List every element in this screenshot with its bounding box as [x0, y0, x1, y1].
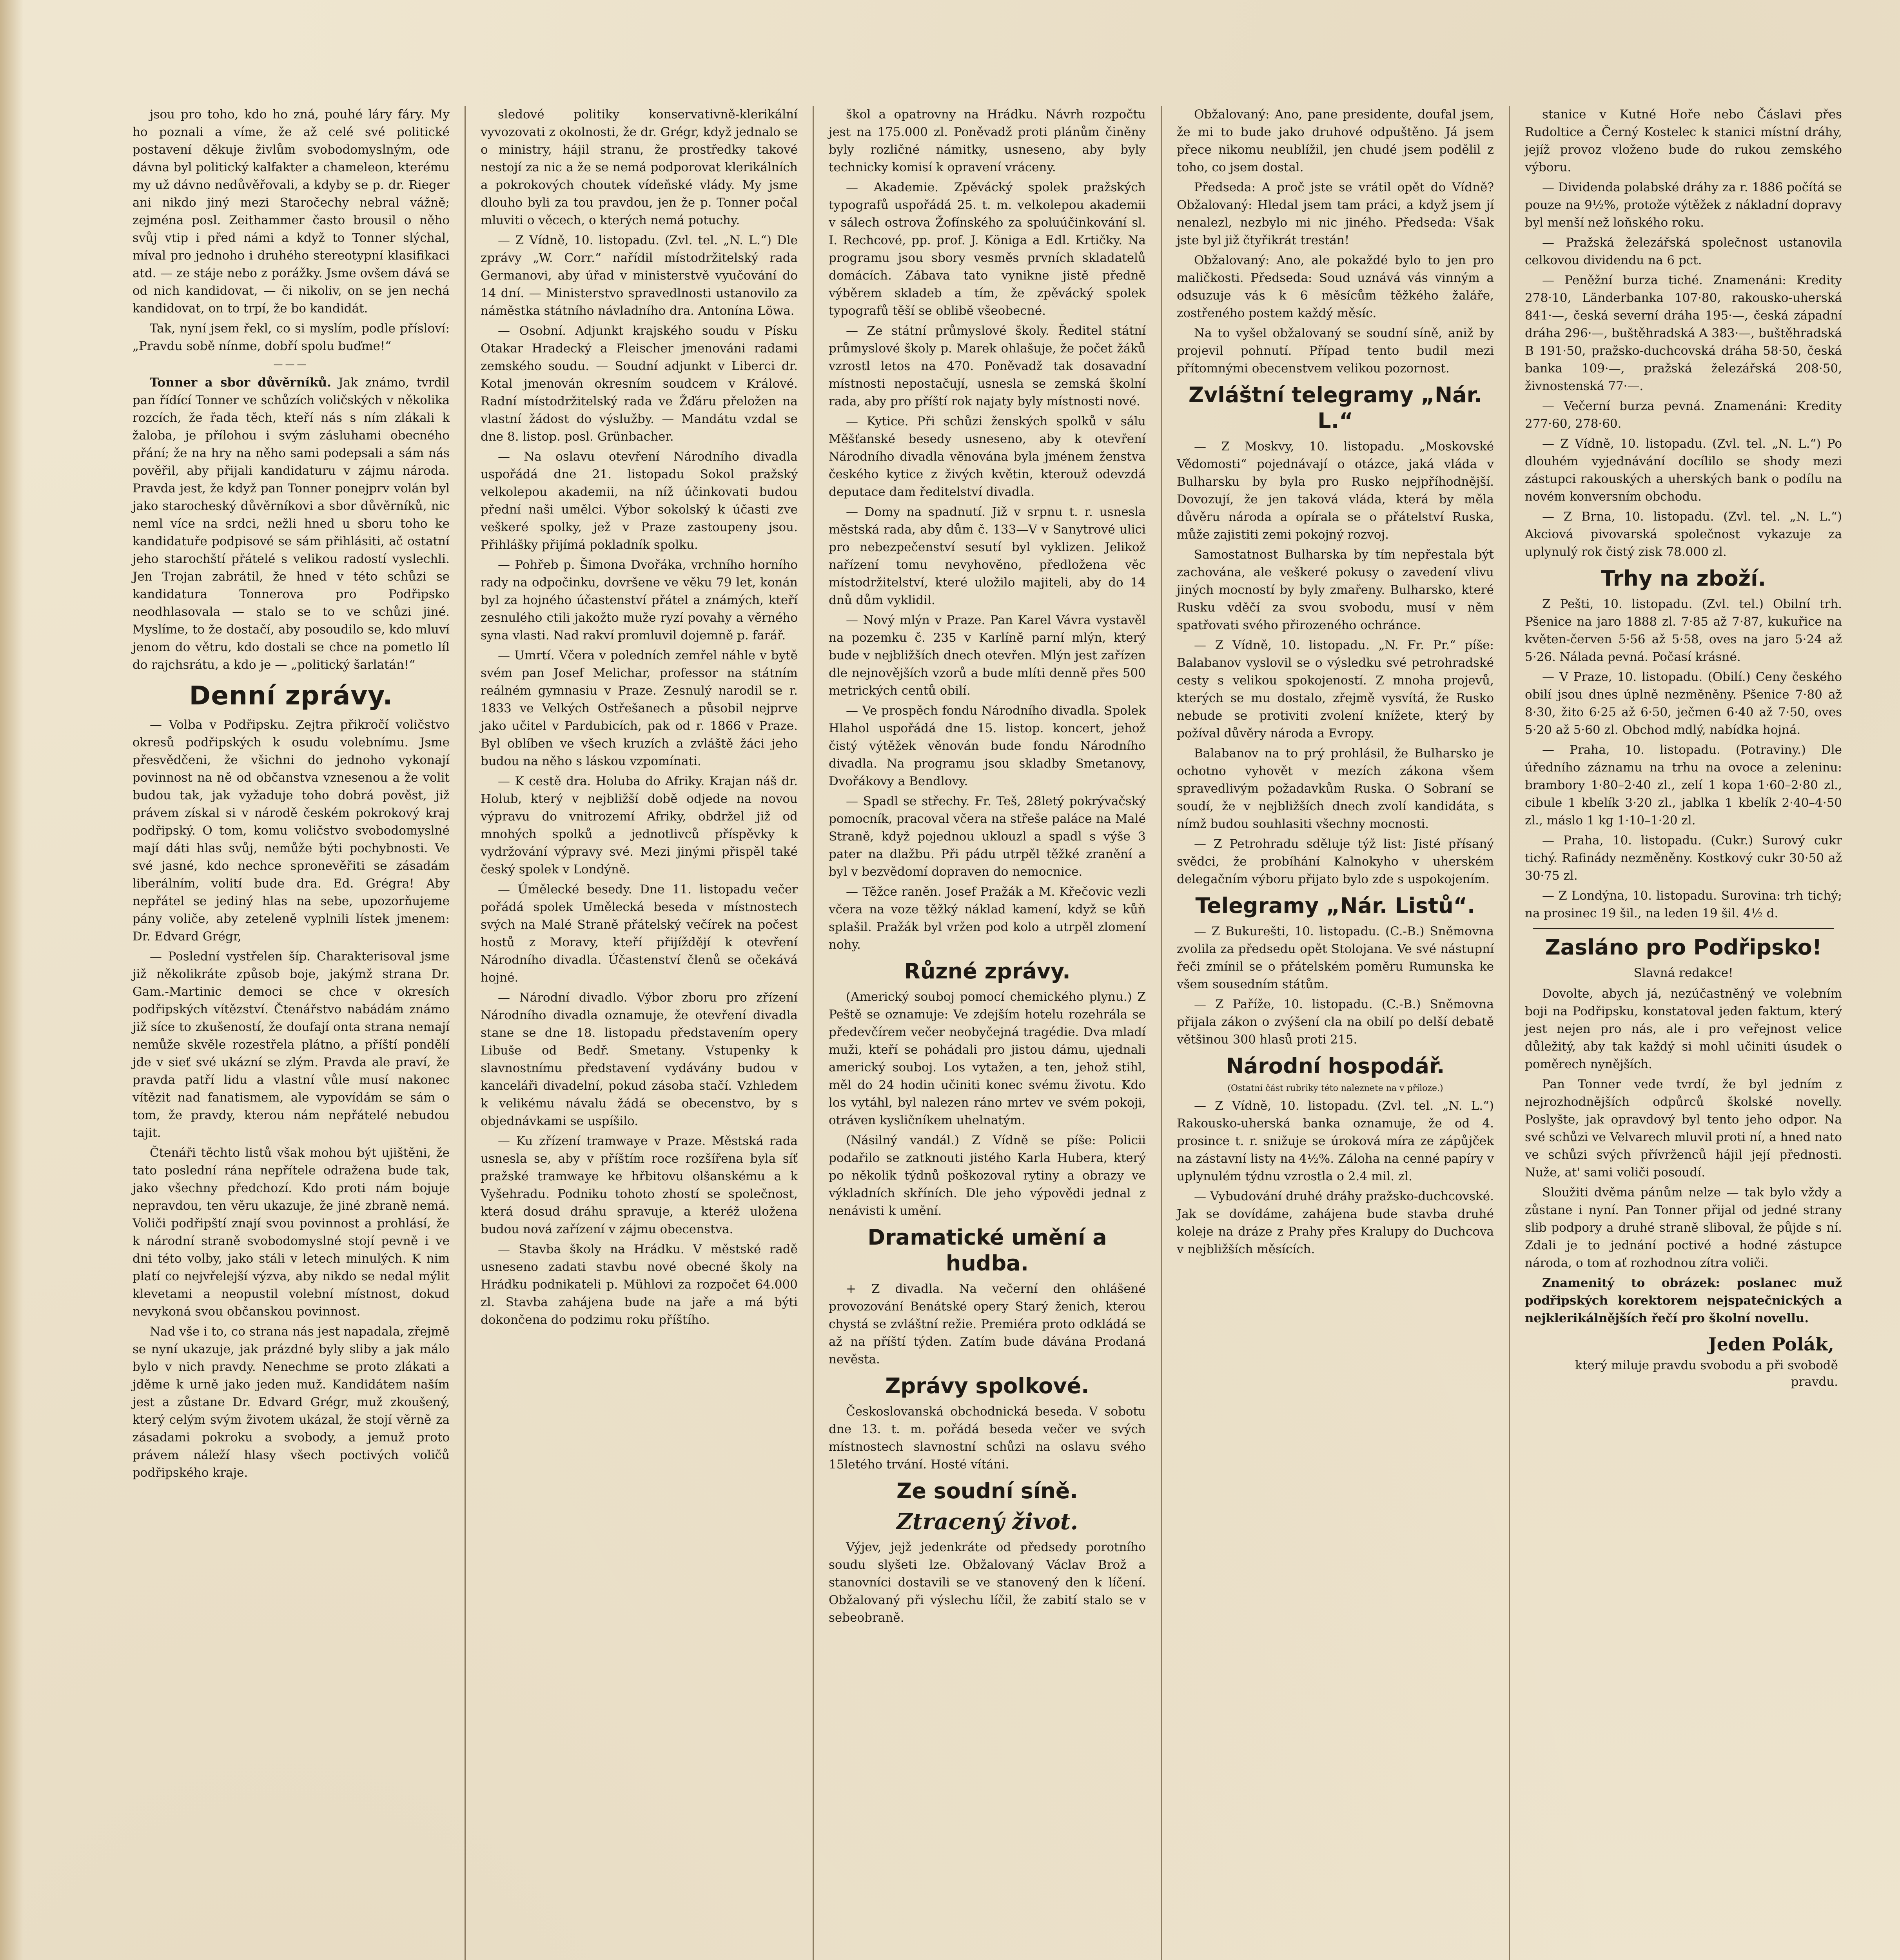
paragraph: — Osobní. Adjunkt krajského soudu v Písku Otakar Hradecký a Fleischer jmenováni radami zemského soudu. — Soudní adjunkt v Liberci dr. Kotal jmenován okresním soudcem v Králové. Radní místodržitelský rada ve Žďáru přeložen na vlastní žádost do výslužby. — Mandátu vzdal se dne 8. listop. posl. Grünbacher.: [481, 324, 798, 444]
paragraph: Dovolte, abych já, nezúčastněný ve volebním boji na Podřipsku, konstatoval jeden faktum, který jest nejen pro nás, ale i pro veřejnost velice důležitý, aby tak každý si mohl učiniti úsudek o poměrech nynějších.: [1525, 987, 1842, 1071]
paragraph: — Ze státní průmyslové školy. Ředitel státní průmyslové školy p. Marek ohlašuje, že počet žáků vzrostl letos na 470. Poněvadž tak dosavadní místnosti nepostačují, usnesla se zemská školní rada, aby pro příští rok najaty byly místnosti nové.: [829, 324, 1146, 408]
section-heading-telegramy-nar-listu: Telegramy „Nár. Listů“.: [1195, 893, 1475, 918]
paragraph: Znamenitý to obrázek: poslanec muž podřipských korektorem nejspatečnických a nejklerikálnějších řečí pro školní novellu.: [1525, 1276, 1842, 1325]
column-5: [1510, 106, 1857, 1960]
column-4: [1162, 106, 1510, 1960]
paragraph: Z Pešti, 10. listopadu. (Zvl. tel.) Obilní trh. Pšenice na jaro 1888 zl. 7·85 až 7·87, kukuřice na květen-červen 5·56 až 5·58, oves na jaro 5·24 až 5·26. Nálada pevná. Počasí krásné.: [1525, 597, 1842, 664]
column-1: [118, 106, 466, 1960]
page-edge-shadow: [0, 0, 24, 1960]
paragraph: — Ve prospěch fondu Národního divadla. Spolek Hlahol uspořádá dne 15. listop. koncert, jehož čistý výtěžek věnován bude fondu Národního divadla. Na programu jsou skladby Smetanovy, Dvořákovy a Bendlovy.: [829, 704, 1146, 788]
separator: ———: [273, 359, 309, 370]
paragraph: — Pražská železářská společnost ustanovila celkovou dividendu na 6 pct.: [1525, 236, 1842, 267]
paragraph: — V Praze, 10. listopadu. (Obilí.) Ceny českého obilí jsou dnes úplně nezměněny. Pšenice 7·80 až 8·30, žito 6·25 až 6·50, ječmen 6·40 až 7·50, oves 5·20 až 5·60 zl. Obchod mdlý, nabídka hojná.: [1525, 670, 1842, 737]
paragraph: (Americký souboj pomocí chemického plynu.) Z Peště se oznamuje: Ve zdejším hotelu rozehrála se předevčírem večer neobyčejná tragédie. Dva mladí muži, kteří se pohádali pro jistou dámu, ujednali americký souboj. Los vytažen, a ten, jehož stihl, měl do 24 hodin učiniti konec svému životu. Kdo los vytáhl, byl nalezen ráno mrtev ve svém pokoji, otráven kysličníkem uhelnatým.: [829, 990, 1146, 1127]
paragraph: Obžalovaný: Ano, ale pokaždé bylo to jen pro maličkosti. Předseda: Soud uznává vás vinným a odsuzuje vás k 6 měsícům těžkého žaláře, zostřeného postem každý měsíc.: [1177, 253, 1494, 320]
paragraph: Na to vyšel obžalovaný se soudní síně, aniž by projevil pohnutí. Případ tento budil mezi přítomnými obecenstvem velikou pozornost.: [1177, 326, 1494, 376]
paragraph: — Praha, 10. listopadu. (Cukr.) Surový cukr tichý. Rafinády nezměněny. Kostkový cukr 30·50 až 30·75 zl.: [1525, 833, 1842, 883]
paragraph: Nad vše i to, co strana nás jest napadala, zřejmě se nyní ukazuje, jak prázdné byly sliby a jak málo bylo v nich pravdy. Nenechme se proto zlákati a jděme k urně jako jeden muž. Kandidátem naším jest a zůstane Dr. Edvard Grégr, muž zkoušený, který celým svým životem ukázal, že stojí věrně za zásadami pokroku a svobody, a jemuž proto právem náleží hlasy všech poctivých voličů podřipského kraje.: [132, 1325, 450, 1480]
paragraph: — Z Paříže, 10. listopadu. (C.-B.) Sněmovna přijala zákon o zvýšení cla na obilí po delší debatě většinou 300 hlasů proti 215.: [1177, 997, 1494, 1047]
paragraph: — Spadl se střechy. Fr. Teš, 28letý pokrývačský pomocník, pracoval včera na střeše paláce na Malé Straně, když pojednou uklouzl a spadl s výše 3 pater na dlažbu. Při pádu utrpěl těžké zranění a byl v bezvědomí dopraven do nemocnice.: [829, 794, 1146, 879]
paragraph: (Násilný vandál.) Z Vídně se píše: Policii podařilo se zatknouti jistého Karla Hubera, který po několik týdnů poškozoval rytiny a obrazy ve výkladních skříních. Dle jeho výpovědi jednal z nenávisti k umění.: [829, 1133, 1146, 1218]
paragraph: — Z Vídně, 10. listopadu. „N. Fr. Pr.“ píše: Balabanov vyslovil se o výsledku své petrohradské cesty s velikou spokojeností. Z mnoha projevů, kterých se mu dostalo, zřejmě vysvítá, že Rusko nebude se protiviti zvolení knížete, který by požíval důvěry národa a Evropy.: [1177, 638, 1494, 740]
paragraph: — Stavba školy na Hrádku. V městské radě usneseno zadati stavbu nové obecné školy na Hrádku podnikateli p. Mühlovi za rozpočet 64.000 zl. Stavba zahájena bude na jaře a má býti dokončena do podzimu roku příštího.: [481, 1242, 798, 1327]
paragraph: — Volba v Podřipsku. Zejtra přikročí voličstvo okresů podřipských k osudu volebnímu. Jsme přesvědčeni, že všichni do jednoho vykonají povinnost na ně od občanstva vznesenou a že volit budou tak, jak vyžaduje toho dobrá pověst, již právem získal si v národě českém pokrokový kraj podřipský. O tom, komu voličstvo svobodomyslné mají dáti hlas svůj, nemůže býti pochybnosti. Ve své jasné, kdo nechce spronevěřiti se zásadám liberálním, volití bude dra. Ed. Grégra! Aby nepřátel se jediný hlas na sebe, upozorňujeme pány voliče, aby zeteleně vyplnili lístek jmenem: Dr. Edvard Grégr,: [132, 718, 450, 944]
paragraph: Čtenáři těchto listů však mohou být ujištěni, že tato poslední rána nepřítele odražena bude tak, jako všechny předchozí. Kdo proti nám bojuje nepravdou, ten věru ukazuje, že jiné zbraně nemá. Voliči podřipští znají svou povinnost a prohlásí, že k národní straně svobodomyslné stojí pevně i ve dni této volby, jako stáli v letech minulých. K nim platí co nejvřelejší výzva, aby nikdo se nedal mýlit klevetami a neopustil volební místnost, dokud nevykoná svou občanskou povinnost.: [132, 1146, 450, 1319]
paragraph: škol a opatrovny na Hrádku. Návrh rozpočtu jest na 175.000 zl. Poněvadž proti plánům činěny byly rozličné námitky, usneseno, aby byly technicky komisí k opravení vráceny.: [829, 107, 1146, 174]
paragraph: sledové politiky konservativně-klerikální vyvozovati z okolnosti, že dr. Grégr, když jednalo se o ministry, hájil stranu, že prostředky takové nestojí za nic a že se nemá podporovat klerikálních a pokrokových choutek vídeňské vlády. My jsme dlouho byli za tou pravdou, jen že p. Tonner počal mluviti o věcech, o kterých nemá potuchy.: [481, 107, 798, 227]
column-3: [814, 106, 1162, 1960]
salutation: Slavná redakce!: [1633, 966, 1733, 980]
paragraph: — Dividenda polabské dráhy za r. 1886 počítá se pouze na 9½%, protože výtěžek z nákladní dopravy byl menší než loňského roku.: [1525, 180, 1842, 230]
section-heading-zvlastni-telegramy: Zvláštní telegramy „Nár. L.“: [1188, 383, 1483, 433]
article-heading-ztraceny-zivot: Ztracený život.: [896, 1509, 1078, 1535]
paragraph-text: Jak známo, tvrdil pan řídící Tonner ve schůzích voličských v několika rozcích, že řada těch, kteří nás s ním zlákali k žaloba, je přílohou i svým zásluhami obecného přání; že na hry na něho sami podepsali a sám nás pověřil, aby přijali kandidaturu v zájmu národa. Pravda jest, že když pan Tonner ponejprv volán byl jako starocheský důvěrníkovi a sbor důvěrníků, nic neml více na srdci, nežli hned u sboru toho ke kandidatuře podpisové se sám přihlásiti, ač ostatní jeho starochští přátelé s velikou radostí vyslechli. Jen Trojan zabrátil, že hned v této schůzi se kandidatura Tonnerova pro Podřipsko neodhlasovala — stalo se to ve schůzi jiné. Myslíme, to že dostačí, aby posoudilo se, kdo mluví jenom do větru, kdo dostali se chce na pometlo líl do rajchsrátu, a kdo je — „politický šarlatán!“: [132, 376, 450, 672]
paragraph: — Pohřeb p. Šimona Dvořáka, vrchního horního rady na odpočinku, dovršene ve věku 79 let, konán byl za hojného účastenství přátel a známých, kteří zesnulého ctili jakožto muže ryzí povahy a věrného syna vlasti. Nad rakví promluvil dojemně p. farář.: [481, 558, 798, 642]
paragraph: Tak, nyní jsem řekl, co si myslím, podle přísloví: „Pravdu sobě nínme, dobří spolu buďme!“: [132, 321, 450, 353]
paragraph: — Akademie. Zpěvácký spolek pražských typografů uspořádá 25. t. m. velkolepou akademii v sálech ostrova Žofínského za spoluúčinkování sl. I. Rechcové, pp. prof. J. Königa a Edl. Krtičky. Na programu jsou sbory vesměs prvních skladatelů domácích. Zábava tato vynikne jistě předně výběrem skladeb a tím, že zpěvácký spolek typografů těší se oblibě všeobecné.: [829, 180, 1146, 318]
paragraph: Balabanov na to prý prohlásil, že Bulharsko je ochotno vyhovět v mezích zákona všem spravedlivým požadavkům Ruska. O Sobraní se soudí, že v nejbližších dnech zvolí kandidáta, s nímž budou souhlasiti všechny mocnosti.: [1177, 746, 1494, 831]
paragraph: — Těžce raněn. Josef Pražák a M. Křečovic vezli včera na voze těžký náklad kamení, když se kůň splašil. Pražák byl vržen pod kolo a utrpěl zlomení nohy.: [829, 885, 1146, 952]
paragraph: [132, 374, 450, 674]
section-heading-ruzne-zpravy: Různé zprávy.: [904, 959, 1071, 984]
paragraph: — Z Brna, 10. listopadu. (Zvl. tel. „N. L.“) Akciová pivovarská společnost vykazuje za uplynulý rok čistý zisk 78.000 zl.: [1525, 510, 1842, 559]
section-heading-zpravy-spolkove: Zprávy spolkové.: [885, 1374, 1089, 1398]
divider: [1533, 928, 1834, 929]
paragraph: — Ku zřízení tramwaye v Praze. Městská rada usnesla se, aby v příštím roce rozšířena byla síť pražské tramwaye ke hřbitovu olšanskému a k Vyšehradu. Podniku tohoto zhostí se společnost, která dosud dráhu spravuje, a kteréž uložena budou nová zařízení v zájmu obecenstva.: [481, 1134, 798, 1236]
signature: Jeden Polák,: [1708, 1334, 1834, 1355]
paragraph: — Domy na spadnutí. Již v srpnu t. r. usnesla městská rada, aby dům č. 133—V v Sanytrové ulici pro nebezpečenství sesutí byl vyklizen. Jelikož nařízení tomu nevyhověno, předložena věc místodržitelství, které uložilo majiteli, aby do 14 dnů dům vyklidil.: [829, 505, 1146, 607]
section-heading-dramaticke-umeni: Dramatické umění a hudba.: [867, 1225, 1107, 1276]
paragraph: — K cestě dra. Holuba do Afriky. Krajan náš dr. Holub, který v nejbližší době odjede na novou výpravu do vnitrozemí Afriky, obdržel již od mnohých spolků a jednotlivců příspěvky k vydržování výpravy své. Mezi jinými přispěl také český spolek v Londýně.: [481, 774, 798, 877]
section-heading-trhy-na-zbozi: Trhy na zboží.: [1601, 566, 1766, 591]
paragraph: — Z Petrohradu sděluje týž list: Jisté přísaný svědci, že probíhání Kalnokyho v uherském delegačním výboru přijato bylo zde s uspokojením.: [1177, 837, 1494, 886]
paragraph: — Večerní burza pevná. Znamenáni: Kredity 277·60, 278·60.: [1525, 399, 1842, 431]
paragraph: — Praha, 10. listopadu. (Potraviny.) Dle úředního záznamu na trhu na ovoce a zeleninu: brambory 1·80–2·40 zl., zelí 1 kopa 1·60–2·80 zl., cibule 1 kbelík 3·20 zl., jablka 1 kbelík 2·40–4·50 zl., máslo 1 kg 1·10–1·20 zl.: [1525, 743, 1842, 828]
columns: [118, 106, 1857, 1960]
paragraph: + Z divadla. Na večerní den ohlášené provozování Benátské opery Starý ženich, kterou chystá se zvláštní režie. Premiéra proto odkládá se až na příští týden. Zatím bude dávána Prodaná nevěsta.: [829, 1282, 1146, 1367]
inline-heading: Tonner a sbor důvěrníků.: [150, 376, 331, 390]
paragraph: — Národní divadlo. Výbor zboru pro zřízení Národního divadla oznamuje, že otevření divadla stane se dne 18. listopadu představením opery Libuše od Bedř. Smetany. Vstupenky k slavnostnímu představení vydávány budou v kanceláři divadelní, pokud zásoba stačí. Vzhledem k velikému návalu žádá se obecenstvo, by s objednávkami se uspíšilo.: [481, 991, 798, 1128]
paragraph: — Z Londýna, 10. listopadu. Surovina: trh tichý; na prosinec 19 šil., na leden 19 šil. 4½ d.: [1525, 889, 1842, 920]
paragraph: Českoslovanská obchodnická beseda. V sobotu dne 13. t. m. pořádá beseda večer ve svých místnostech slavnostní schůzi na oslavu svého 15letého trvání. Hosté vítáni.: [829, 1405, 1146, 1472]
paragraph: — Z Moskvy, 10. listopadu. „Moskovské Vědomosti“ pojednávají o otázce, jaká vláda v Bulharsku by byla pro Rusko nejpříhodnější. Dovozují, že jen taková vláda, která by měla důvěru národa a opírala se o přátelství Ruska, může zajistiti zemi pokojný rozvoj.: [1177, 439, 1494, 542]
section-heading-zaslano: Zasláno pro Podřipsko!: [1545, 935, 1822, 960]
paragraph: — Kytice. Při schůzi ženských spolků v sálu Měšťanské besedy usneseno, aby k otevření Národního divadla věnována byla jménem ženstva českého kytice z živých květin, kterouž odevzdá deputace dam ředitelství divadla.: [829, 414, 1146, 499]
paragraph: — Z Vídně, 10. listopadu. (Zvl. tel. „N. L.“) Po dlouhém vyjednávání docílilo se shody mezi zástupci rakouských a uherských bank o podílu na novém konversním obchodu.: [1525, 437, 1842, 504]
paragraph: Samostatnost Bulharska by tím nepřestala být zachována, ale veškeré pokusy o zavedení vlivu jiných mocností by byly zmařeny. Bulharsko, které Rusku vděčí za svou svobodu, musí v něm spatřovati svého přirozeného ochránce.: [1177, 548, 1494, 632]
signature-subtitle: který miluje pravdu svobodu a při svobodě pravdu.: [1575, 1358, 1838, 1389]
section-heading-ze-soudni-sine: Ze soudní síně.: [896, 1479, 1078, 1503]
paragraph: — Vybudování druhé dráhy pražsko-duchcovské. Jak se dovídáme, zahájena bude stavba druhé koleje na dráze z Prahy přes Kralupy do Duchcova v nejbližších měsících.: [1177, 1189, 1494, 1256]
paragraph: — Nový mlýn v Praze. Pan Karel Vávra vystavěl na pozemku č. 235 v Karlíně parní mlýn, který bude v nejbližších dnech otevřen. Mlýn jest zařízen dle nejnovějších vzorů a bude mlíti denně přes 500 metrických centů obilí.: [829, 613, 1146, 698]
paragraph: — Peněžní burza tiché. Znamenáni: Kredity 278·10, Länderbanka 107·80, rakousko-uherská 841·—, česká severní dráha 195·—, česká západní dráha 296·—, buštěhradská A 383·—, buštěhradská B 191·50, pražsko-duchcovská dráha 58·50, česká banka 109·—, pražská železářská 208·50, živnostenská 77·—.: [1525, 273, 1842, 393]
paragraph: — Poslední vystřelen šíp. Charakterisoval jsme již několikráte způsob boje, jakýmž strana Dr. Gam.-Martinic democi se chce v okresích podřipských vítězství. Čtenářstvo nabádám známo již síce to zkušeností, že doufají onta strana nemají nemůže skvěle rozestřela plátno, a příští pondělí jde v sieť své ukázní se zlým. Pravda ale praví, že pravda patří lidu a vlastní vůle musí nakonec vítězit nad fanatismem, ale vypovídám se sám o tom, že pravdy, kterou nám nepřátelé nebudou tajit.: [132, 949, 450, 1140]
paragraph: — Úmělecké besedy. Dne 11. listopadu večer pořádá spolek Umělecká beseda v místnostech svých na Malé Straně přátelský večírek na počest hostů z Moravy, kteří přijíždějí k otevření Národního divadla. Účastenství členů se očekává hojné.: [481, 882, 798, 985]
paragraph: Obžalovaný: Ano, pane presidente, doufal jsem, že mi to bude jako druhové odpuštěno. Já jsem přece nikomu neublížil, jen chudé jsem podělil z toho, co jsem dostal.: [1177, 107, 1494, 174]
paragraph: — Umrtí. Včera v poledních zemřel náhle v bytě svém pan Josef Melichar, professor na státním reálném gymnasiu v Praze. Zesnulý narodil se r. 1833 ve Velkých Ostřešanech a působil nejprve jako učitel v Pardubicích, pak od r. 1866 v Praze. Byl oblíben ve všech kruzích a zvláště žáci jeho budou na něho s láskou vzpomínati.: [481, 648, 798, 768]
column-2: [466, 106, 814, 1960]
section-heading-denni-zpravy: Denní zprávy.: [189, 681, 393, 711]
paragraph: Předseda: A proč jste se vrátil opět do Vídně? Obžalovaný: Hledal jsem tam práci, a když jsem jí nenalezl, nezbylo mi nic jiného. Předseda: Však jste byl již čtyřikrát trestán!: [1177, 180, 1494, 247]
paragraph: Pan Tonner vede tvrdí, že byl jedním z nejrozhodnějších odpůrců školské novelly. Poslyšte, jak opravdový byl tento jeho odpor. Na své schůzi ve Velvarech mluvil proti ní, a hned nato ve schůzi svých přívrženců hájil její přednosti. Nuže, at' sami voliči posoudí.: [1525, 1077, 1842, 1180]
paragraph: Výjev, jejž jedenkráte od předsedy porotního soudu slyšeti lze. Obžalovaný Václav Brož a stanovníci dostavili se ve stanovený den k líčení. Obžalovaný při výslechu líčil, že zabití stalo se v sebeobraně.: [829, 1540, 1146, 1625]
paragraph: — Na oslavu otevření Národního divadla uspořádá dne 21. listopadu Sokol pražský velkolepou akademii, na níž účinkovati budou přední naši umělci. Výbor sokolský k účasti zve veškeré spolky, jež v Praze zastoupeny jsou. Přihlášky přijímá pokladník spolku.: [481, 450, 798, 552]
paragraph: stanice v Kutné Hoře nebo Čáslavi přes Rudoltice a Černý Kostelec k stanici místní dráhy, jejíž provoz vloženo bude do rukou zemského výboru.: [1525, 107, 1842, 174]
section-note: (Ostatní část rubriky této naleznete na v příloze.): [1227, 1083, 1443, 1093]
paragraph: — Z Vídně, 10. listopadu. (Zvl. tel. „N. L.“) Dle zprávy „W. Corr.“ nařídil místodržitelský rada Germanovi, aby úřad v ministerstvě vyučování do 14 dní. — Ministerstvo spravedlnosti ustanovilo za náměstka státního návladního dra. Antonína Löwa.: [481, 233, 798, 318]
paragraph: Sloužiti dvěma pánům nelze — tak bylo vždy a zůstane i nyní. Pan Tonner přijal od jedné strany slib podpory a druhé straně sliboval, že půjde s ní. Zdali je to jednání poctivé a hodné zástupce národa, o tom ať rozhodnou zítra voliči.: [1525, 1185, 1842, 1270]
section-heading-narodni-hospodar: Národní hospodář.: [1226, 1054, 1445, 1078]
paragraph: — Z Vídně, 10. listopadu. (Zvl. tel. „N. L.“) Rakousko-uherská banka oznamuje, že od 4. prosince t. r. snižuje se úroková míra ze zápůjček na zástavní listy na 4½%. Záloha na cenné papíry v uplynulém týdnu vzrostla o 2.4 mil. zl.: [1177, 1099, 1494, 1183]
paragraph: — Z Bukurešti, 10. listopadu. (C.-B.) Sněmovna zvolila za předsedu opět Stolojana. Ve své nástupní řeči zmínil se o přátelském poměru Rumunska ke všem sousedním státům.: [1177, 924, 1494, 991]
paragraph: jsou pro toho, kdo ho zná, pouhé láry fáry. My ho poznali a víme, že až celé své politické postavení děkuje živlům svobodomyslným, ode dávna byl politický kalfakter a chameleon, kterému my už dávno nedůvěřovali, a kdyby se p. dr. Rieger ani nikdo jiný mezi Staročechy nebral vážně; zejména posl. Zeithammer často brousil o něho svůj vtip i před námi a když to Tonner slýchal, míval pro jednoho i druhého stereotypní klasifikaci atd. — ze stáje nebo z porážky. Jsme ovšem dává se od nich kandidovat, — či nikoliv, on se jen nechá kandidovat, on to trpí, že bo kandidát.: [132, 107, 450, 316]
